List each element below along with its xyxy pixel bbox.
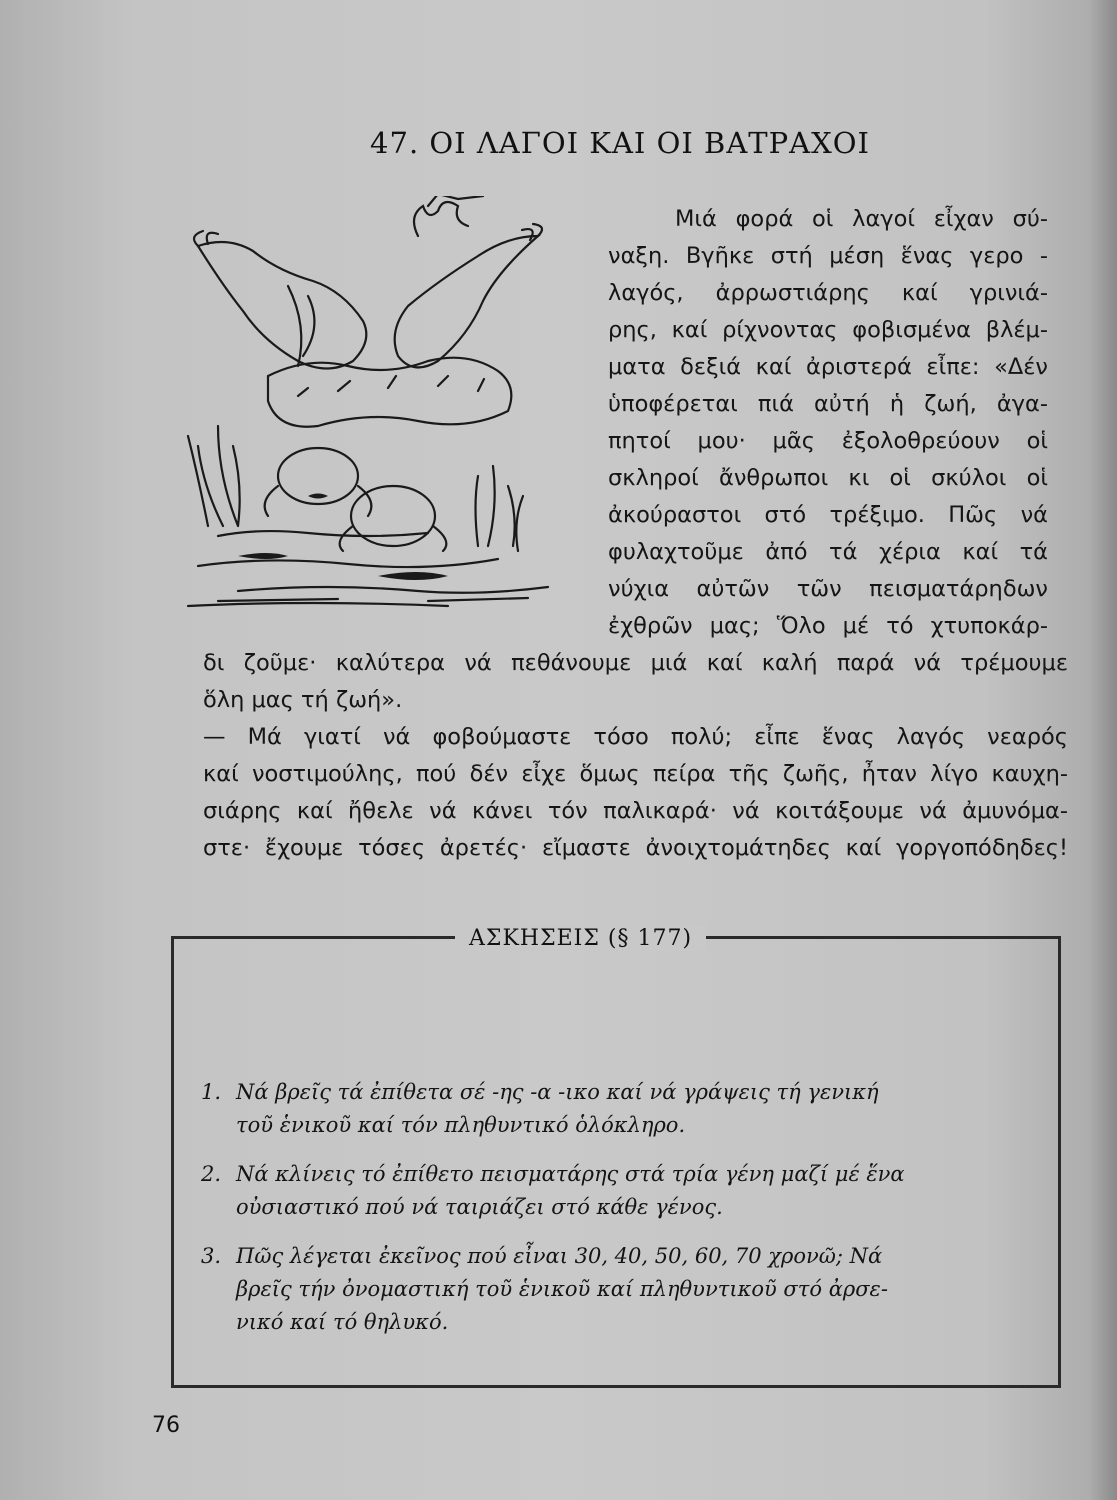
- story-line: ἐχθρῶν μας; Ὅλο μέ τό χτυποκάρ-: [608, 613, 1048, 639]
- reeds-left: [188, 426, 240, 526]
- hare-left: [198, 242, 366, 369]
- water-lines: [188, 531, 548, 606]
- story-line: πητοί μου· μᾶς ἐξολοθρεύουν οἱ: [608, 428, 1048, 454]
- story-line: δι ζοῦμε· καλύτερα νά πεθάνουμε μιά καί καλή παρά νά τρέμουμε: [203, 650, 1068, 676]
- story-line: ὅλη μας τή ζωή».: [203, 687, 403, 713]
- frog-2: [351, 486, 435, 546]
- story-line: ἀκούραστοι στό τρέξιμο. Πῶς νά: [608, 502, 1048, 528]
- story-line: φυλαχτοῦμε ἀπό τά χέρια καί τά: [608, 539, 1048, 565]
- story-line: ναξη. Βγῆκε στή μέση ἕνας γερο -: [608, 243, 1048, 269]
- hares-and-frogs-illustration: [178, 196, 588, 611]
- exercises-heading: ΑΣΚΗΣΕΙΣ (§ 177): [455, 926, 706, 951]
- hare-right: [395, 236, 538, 367]
- story-line: καί νοστιμούλης, πού δέν εἶχε ὅμως πείρα τῆς ζωῆς, ἦταν λίγο καυχη-: [203, 761, 1068, 787]
- story-line: λαγός, ἀρρωστιάρης καί γρινιά-: [608, 280, 1048, 306]
- page-number: 76: [152, 1413, 180, 1438]
- exercise-line: οὐσιαστικό πού νά ταιριάζει στό κάθε γένος.: [236, 1195, 723, 1219]
- story-line: Μιά φορά οἱ λαγοί εἶχαν σύ-: [675, 206, 1048, 232]
- exercise-line: Νά κλίνεις τό ἐπίθετο πεισματάρης στά τρία γένη μαζί μέ ἕνα: [236, 1162, 905, 1186]
- story-line: σιάρης καί ἤθελε νά κάνει τόν παλικαρά· νά κοιτάξουμε νά ἀμυνόμα-: [203, 798, 1068, 824]
- reeds-right: [476, 466, 524, 551]
- exercise-number: 2.: [201, 1162, 222, 1186]
- story-line: ματα δεξιά καί ἀριστερά εἶπε: «Δέν: [608, 354, 1048, 380]
- exercise-line: νικό καί τό θηλυκό.: [236, 1310, 449, 1334]
- story-line: ρης, καί ρίχνοντας φοβισμένα βλέμ-: [608, 317, 1048, 343]
- page-spine-shadow: [1089, 0, 1117, 1500]
- story-line: ὑποφέρεται πιά αὐτή ἡ ζωή, ἀγα-: [608, 391, 1048, 417]
- exercise-line: βρεῖς τήν ὀνομαστική τοῦ ἑνικοῦ καί πληθυντικοῦ στό ἀρσε-: [236, 1277, 888, 1301]
- tree-tuft: [414, 196, 483, 236]
- exercise-line: Νά βρεῖς τά ἐπίθετα σέ -ης -α -ικο καί νά γράψεις τή γενική: [236, 1080, 879, 1104]
- story-line: νύχια αὐτῶν τῶν πεισματάρηδων: [608, 576, 1048, 602]
- story-line: στε· ἔχουμε τόσες ἀρετές· εἴμαστε ἀνοιχτομάτηδες καί γοργοπόδηδες!: [203, 835, 1068, 861]
- exercise-line: Πῶς λέγεται ἐκεῖνος πού εἶναι 30, 40, 50, 60, 70 χρονῶ; Νά: [236, 1244, 883, 1268]
- story-line: σκληροί ἄνθρωποι κι οἱ σκύλοι οἱ: [608, 465, 1048, 491]
- exercise-number: 3.: [201, 1244, 222, 1268]
- exercise-line: τοῦ ἑνικοῦ καί τόν πληθυντικό ὁλόκληρο.: [236, 1113, 686, 1137]
- exercise-number: 1.: [201, 1080, 222, 1104]
- story-title: 47. ΟΙ ΛΑΓΟΙ ΚΑΙ ΟΙ ΒΑΤΡΑΧΟΙ: [370, 126, 870, 160]
- story-line: — Μά γιατί νά φοβούμαστε τόσο πολύ; εἶπε ἕνας λαγός νεαρός: [203, 724, 1068, 750]
